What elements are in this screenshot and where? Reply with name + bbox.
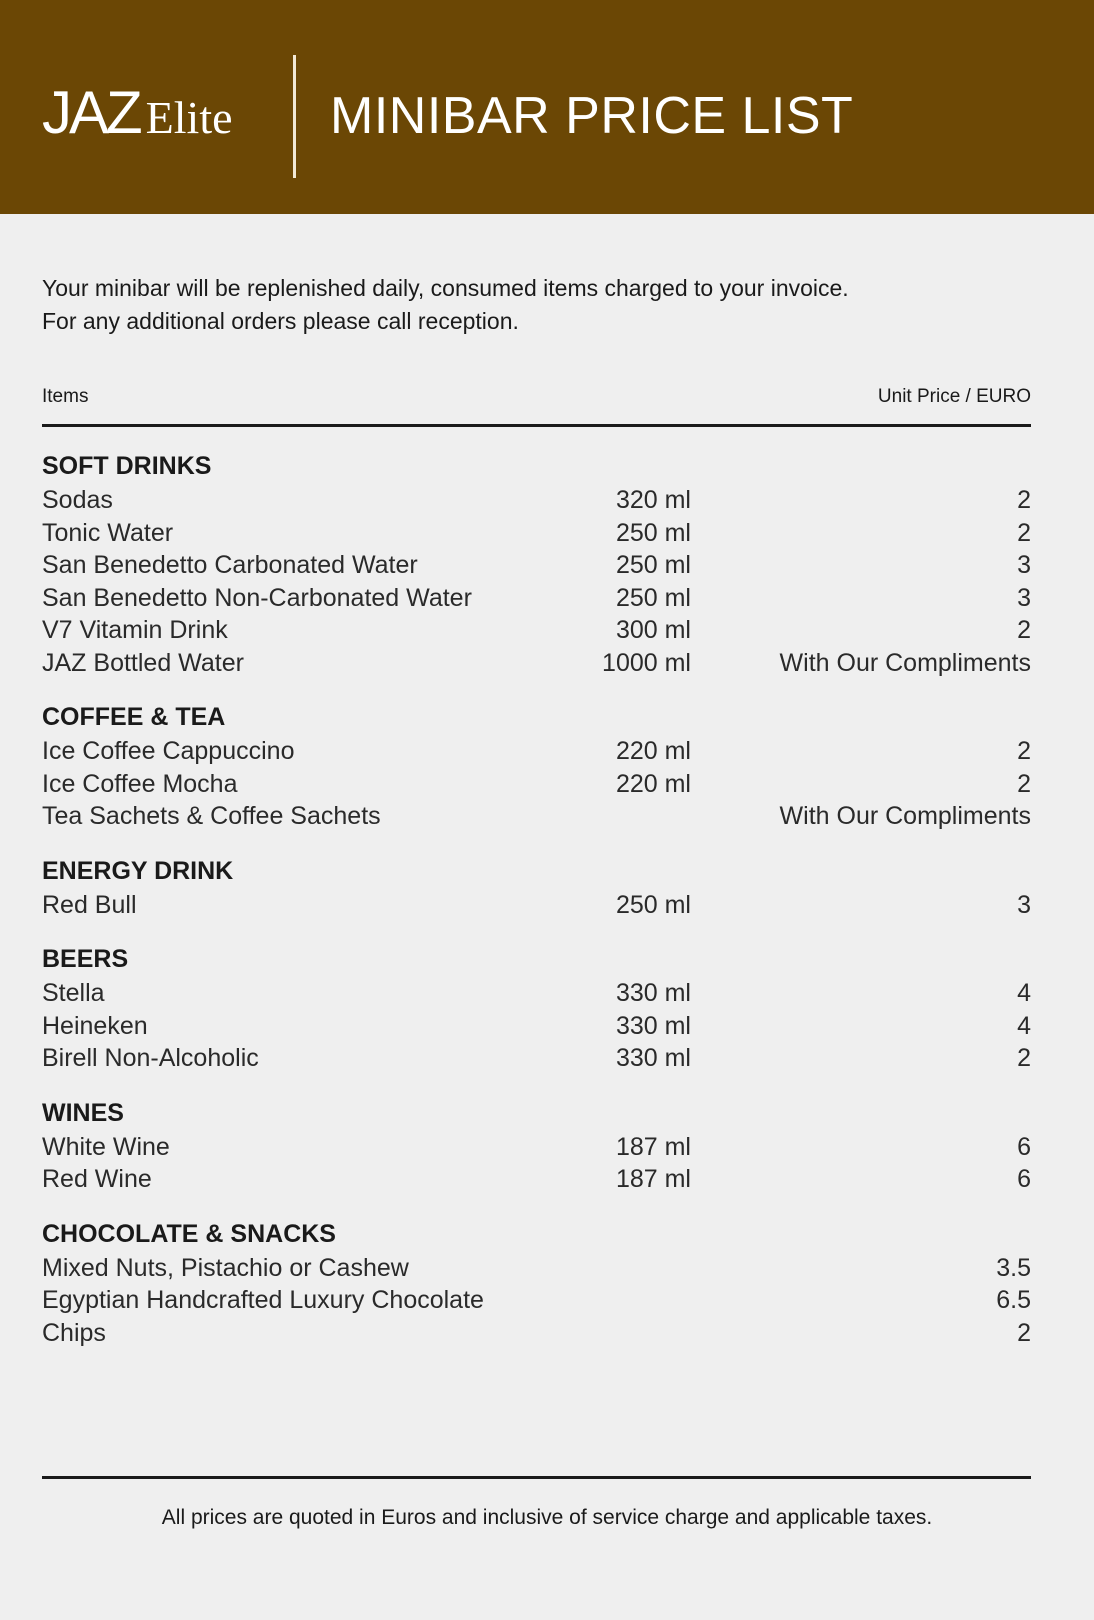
menu-item-row (42, 977, 1031, 1010)
item-volume: 220 ml (615, 769, 691, 798)
item-name: JAZ Bottled Water (42, 648, 244, 677)
item-volume: 330 ml (615, 1044, 691, 1072)
menu-item-row (42, 735, 1031, 768)
section-title: SOFT DRINKS (42, 452, 212, 480)
item-name: Tonic Water (42, 518, 174, 547)
item-price: 2 (1017, 737, 1031, 765)
item-name: White Wine (42, 1132, 170, 1161)
item-price: 3 (1017, 551, 1031, 579)
menu-item-row (42, 1284, 1031, 1317)
menu-item-row (42, 1042, 1031, 1075)
item-price: 2 (1017, 486, 1031, 514)
menu-item-row (42, 800, 1031, 833)
item-price: 2 (1017, 1044, 1031, 1072)
menu-item-row (42, 1010, 1031, 1043)
brand-sub: Elite (145, 92, 233, 143)
item-name: Red Bull (42, 890, 137, 919)
item-price: 2 (1017, 1318, 1031, 1347)
item-name: Birell Non-Alcoholic (42, 1044, 259, 1072)
menu-item-row (42, 1131, 1031, 1164)
item-name: Stella (42, 979, 105, 1007)
menu-section (42, 1095, 1031, 1196)
section-title: ENERGY DRINK (42, 856, 234, 885)
item-price: 2 (1017, 616, 1031, 644)
item-name: Heineken (42, 1011, 148, 1040)
menu-item-row (42, 768, 1031, 801)
item-volume: 250 ml (615, 551, 691, 579)
header-banner (0, 0, 1094, 214)
item-name: Ice Coffee Mocha (42, 769, 238, 798)
page-title: MINIBAR PRICE LIST (330, 87, 854, 145)
menu-item-row (42, 517, 1031, 550)
menu-item-row (42, 1163, 1031, 1196)
item-volume: 187 ml (615, 1165, 691, 1193)
item-name: Egyptian Handcrafted Luxury Chocolate (42, 1286, 484, 1314)
menu-item-row (42, 1317, 1031, 1350)
menu-section (42, 699, 1031, 833)
menu-item-row (42, 1252, 1031, 1285)
footer-rule (42, 1476, 1031, 1479)
section-title: BEERS (42, 945, 129, 973)
intro-line-2: For any additional orders please call reception. (42, 308, 519, 334)
menu-section (42, 448, 1031, 679)
menu-section (42, 1216, 1031, 1350)
menu-item-row (42, 647, 1031, 680)
menu-item-row (42, 889, 1031, 922)
item-name: Ice Coffee Cappuccino (42, 737, 295, 765)
header-rule (42, 424, 1031, 427)
item-name: Mixed Nuts, Pistachio or Cashew (42, 1253, 409, 1282)
price-table (42, 448, 1031, 1369)
item-price: 6 (1017, 1132, 1031, 1161)
item-price: 2 (1017, 769, 1031, 798)
item-volume: 320 ml (615, 486, 691, 514)
item-name: V7 Vitamin Drink (42, 616, 228, 644)
section-title: WINES (42, 1098, 124, 1127)
menu-item-row (42, 484, 1031, 517)
item-price: With Our Compliments (779, 802, 1031, 830)
item-volume: 250 ml (615, 583, 691, 612)
menu-section (42, 853, 1031, 922)
menu-item-row (42, 582, 1031, 615)
item-name: San Benedetto Non-Carbonated Water (42, 583, 472, 612)
intro-line-1: Your minibar will be replenished daily, consumed items charged to your invoice. (42, 275, 849, 301)
items-column-header: Items (42, 386, 89, 407)
menu-item-row (42, 614, 1031, 647)
brand-logo (42, 78, 233, 147)
item-price: 3 (1017, 890, 1031, 919)
item-name: San Benedetto Carbonated Water (42, 551, 418, 579)
item-price: 6 (1017, 1165, 1031, 1193)
item-volume: 250 ml (615, 518, 691, 547)
item-name: Tea Sachets & Coffee Sachets (42, 802, 381, 830)
header-divider (293, 55, 296, 178)
menu-section (42, 941, 1031, 1075)
intro-text (42, 272, 849, 338)
item-volume: 250 ml (615, 890, 691, 919)
price-column-header: Unit Price / EURO (877, 386, 1031, 407)
item-price: 4 (1017, 979, 1031, 1007)
item-price: 2 (1017, 518, 1031, 547)
item-price: 4 (1017, 1011, 1031, 1040)
item-volume: 300 ml (615, 616, 691, 644)
item-volume: 187 ml (615, 1132, 691, 1161)
item-volume: 220 ml (615, 737, 691, 765)
item-price: 3 (1017, 583, 1031, 612)
item-name: Red Wine (42, 1165, 152, 1193)
section-title: CHOCOLATE & SNACKS (42, 1219, 336, 1248)
brand-main: JAZ (42, 79, 140, 146)
item-volume: 330 ml (615, 1011, 691, 1040)
item-volume: 330 ml (615, 979, 691, 1007)
item-price: 3.5 (996, 1253, 1031, 1282)
item-name: Sodas (42, 486, 113, 514)
section-title: COFFEE & TEA (42, 703, 226, 731)
footer-note: All prices are quoted in Euros and inclusive of service charge and applicable taxes. (161, 1506, 933, 1529)
item-volume: 1000 ml (602, 648, 691, 677)
item-name: Chips (42, 1318, 106, 1347)
menu-item-row (42, 549, 1031, 582)
item-price: With Our Compliments (779, 648, 1031, 677)
item-price: 6.5 (996, 1286, 1031, 1314)
